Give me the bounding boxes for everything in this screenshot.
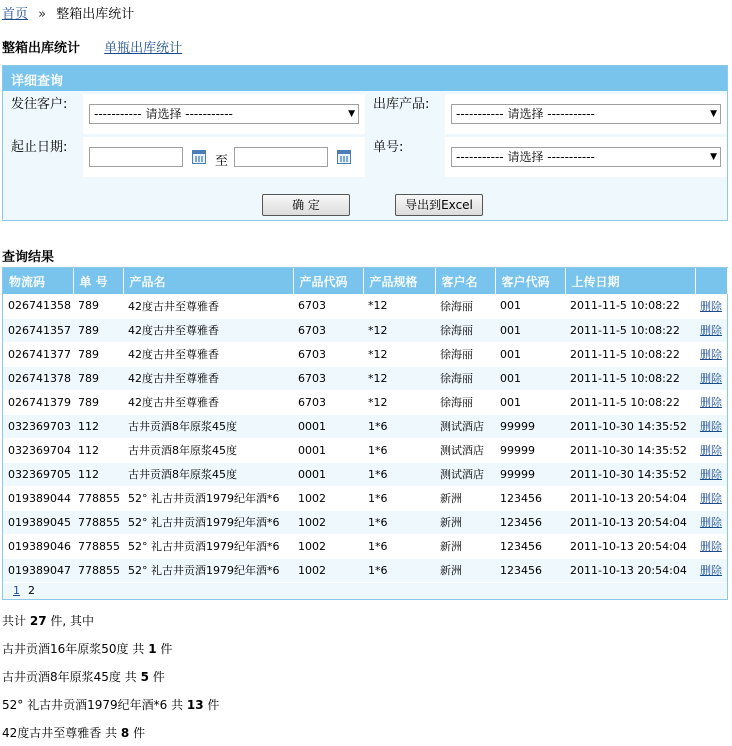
- summary-item-suffix: 件: [129, 726, 146, 740]
- table-cell: 001: [495, 390, 565, 414]
- summary-item: [2, 724, 145, 741]
- order-label: 单号:: [373, 140, 404, 155]
- table-cell: 52° 礼古井贡酒1979纪年酒*6: [123, 558, 293, 582]
- table-cell: 6703: [293, 318, 363, 342]
- table-cell: 新洲: [435, 486, 495, 510]
- table-row: [3, 438, 727, 462]
- table-cell: 032369705: [3, 462, 73, 486]
- table-cell: 2011-11-5 10:08:22: [565, 318, 695, 342]
- table-cell: 6703: [293, 366, 363, 390]
- customer-select-value: ----------- 请选择 -----------: [94, 107, 233, 121]
- table-cell: 古井贡酒8年原浆45度: [123, 438, 293, 462]
- summary-item-count: 1: [148, 642, 157, 656]
- order-select[interactable]: [451, 147, 721, 167]
- table-cell: 古井贡酒8年原浆45度: [123, 462, 293, 486]
- delete-link[interactable]: 删除: [700, 444, 722, 457]
- table-cell: [695, 342, 727, 366]
- table-cell: 112: [73, 462, 123, 486]
- table-cell: 123456: [495, 510, 565, 534]
- table-body: [3, 294, 727, 582]
- table-cell: 1*6: [363, 414, 435, 438]
- order-cell: [445, 137, 727, 177]
- column-header: 客户代码: [495, 268, 565, 294]
- table-cell: 6703: [293, 342, 363, 366]
- table-cell: 789: [73, 390, 123, 414]
- calendar-icon[interactable]: [192, 150, 206, 164]
- table-cell: 2011-10-13 20:54:04: [565, 510, 695, 534]
- table-cell: 42度古井至尊雅香: [123, 318, 293, 342]
- table-cell: 1*6: [363, 558, 435, 582]
- chevron-down-icon: ▼: [710, 109, 717, 119]
- table-cell: 019389044: [3, 486, 73, 510]
- table-cell: *12: [363, 318, 435, 342]
- table-cell: 019389045: [3, 510, 73, 534]
- table-cell: [695, 390, 727, 414]
- page-link[interactable]: 1: [13, 584, 20, 597]
- table-cell: 778855: [73, 558, 123, 582]
- table-row: [3, 486, 727, 510]
- delete-link[interactable]: 删除: [700, 372, 722, 385]
- table-cell: 778855: [73, 486, 123, 510]
- customer-select[interactable]: [89, 104, 359, 124]
- table-row: [3, 318, 727, 342]
- table-row: [3, 534, 727, 558]
- table-cell: 新洲: [435, 534, 495, 558]
- table-row: [3, 342, 727, 366]
- table-cell: 2011-11-5 10:08:22: [565, 342, 695, 366]
- table-cell: 99999: [495, 438, 565, 462]
- table-cell: *12: [363, 366, 435, 390]
- results-title: 查询结果: [2, 250, 55, 265]
- table-cell: 1*6: [363, 462, 435, 486]
- confirm-button[interactable]: 确 定: [262, 194, 350, 216]
- table-cell: 2011-10-13 20:54:04: [565, 558, 695, 582]
- summary-item-suffix: 件: [148, 670, 165, 684]
- table-cell: 112: [73, 414, 123, 438]
- summary-item-count: 8: [120, 726, 130, 740]
- table-cell: 123456: [495, 558, 565, 582]
- table-cell: 测试酒店: [435, 438, 495, 462]
- column-header: 产品名: [123, 268, 293, 294]
- query-panel-title: 详细查询: [3, 66, 727, 91]
- summary-item-name: 42度古井至尊雅香: [2, 726, 106, 740]
- table-cell: 001: [495, 342, 565, 366]
- table-row: [3, 390, 727, 414]
- start-date-input[interactable]: [89, 147, 183, 167]
- table-cell: [695, 486, 727, 510]
- summary-item-count: 5: [140, 670, 149, 684]
- table-cell: 032369704: [3, 438, 73, 462]
- table-cell: *12: [363, 294, 435, 318]
- column-header: 物流码: [3, 268, 73, 294]
- summary-item-prefix: 共: [105, 726, 121, 740]
- table-cell: 112: [73, 438, 123, 462]
- table-cell: 99999: [495, 462, 565, 486]
- table-cell: 0001: [293, 462, 363, 486]
- table-cell: [695, 534, 727, 558]
- table-cell: 1002: [293, 510, 363, 534]
- table-cell: 2011-11-5 10:08:22: [565, 390, 695, 414]
- summary-item-count: 13: [186, 698, 204, 712]
- table-cell: 52° 礼古井贡酒1979纪年酒*6: [123, 486, 293, 510]
- table-cell: 026741378: [3, 366, 73, 390]
- table-cell: 0001: [293, 414, 363, 438]
- summary-item: [2, 696, 219, 713]
- table-row: [3, 510, 727, 534]
- page-link[interactable]: 2: [28, 584, 35, 597]
- table-cell: [695, 558, 727, 582]
- table-cell: 6703: [293, 294, 363, 318]
- table-cell: 1*6: [363, 510, 435, 534]
- table-cell: 6703: [293, 390, 363, 414]
- table-cell: 026741357: [3, 318, 73, 342]
- breadcrumb-current: 整箱出库统计: [56, 7, 135, 22]
- table-cell: 123456: [495, 534, 565, 558]
- date-to-label: 至: [215, 154, 229, 169]
- summary-item: [2, 640, 172, 657]
- table-row: [3, 558, 727, 582]
- query-row-customer-product: [3, 94, 727, 134]
- breadcrumb-home-link[interactable]: 首页: [2, 7, 29, 22]
- column-header: 产品规格: [363, 268, 435, 294]
- table-cell: 徐海丽: [435, 390, 495, 414]
- export-excel-button[interactable]: 导出到Excel: [395, 194, 483, 216]
- summary-item-prefix: 共: [132, 642, 149, 656]
- delete-link[interactable]: 删除: [700, 564, 722, 577]
- chevron-down-icon: ▼: [710, 152, 717, 162]
- delete-link[interactable]: 删除: [700, 420, 722, 433]
- table-cell: 徐海丽: [435, 294, 495, 318]
- column-header: [695, 268, 727, 294]
- table-cell: 1002: [293, 486, 363, 510]
- table-cell: 001: [495, 294, 565, 318]
- table-row: [3, 366, 727, 390]
- calendar-icon[interactable]: [337, 150, 351, 164]
- table-cell: [695, 438, 727, 462]
- table-cell: [695, 318, 727, 342]
- table-cell: 001: [495, 366, 565, 390]
- customer-label: 发往客户:: [11, 97, 68, 112]
- table-cell: *12: [363, 390, 435, 414]
- column-header: 客户名: [435, 268, 495, 294]
- table-cell: 123456: [495, 486, 565, 510]
- product-label: 出库产品:: [373, 97, 430, 112]
- table-cell: 2011-10-30 14:35:52: [565, 438, 695, 462]
- table-cell: 52° 礼古井贡酒1979纪年酒*6: [123, 510, 293, 534]
- table-cell: 42度古井至尊雅香: [123, 294, 293, 318]
- table-cell: 徐海丽: [435, 318, 495, 342]
- end-date-input[interactable]: [234, 147, 328, 167]
- table-cell: [695, 414, 727, 438]
- table-cell: 019389046: [3, 534, 73, 558]
- table-cell: 032369703: [3, 414, 73, 438]
- table-row: [3, 414, 727, 438]
- summary-total-suffix: 件, 其中: [50, 614, 95, 628]
- order-select-value: ----------- 请选择 -----------: [456, 150, 595, 164]
- table-cell: 1002: [293, 534, 363, 558]
- table-cell: 019389047: [3, 558, 73, 582]
- summary-item-name: 52° 礼古井贡酒1979纪年酒*6: [2, 698, 172, 712]
- date-cell: [83, 137, 365, 177]
- query-panel: [2, 65, 728, 221]
- pagination: [13, 584, 35, 597]
- delete-link[interactable]: 删除: [700, 396, 722, 409]
- table-cell: 新洲: [435, 558, 495, 582]
- table-cell: 42度古井至尊雅香: [123, 366, 293, 390]
- table-cell: 2011-10-30 14:35:52: [565, 462, 695, 486]
- customer-cell: [83, 94, 365, 134]
- table-cell: 2011-10-13 20:54:04: [565, 486, 695, 510]
- table-cell: 789: [73, 342, 123, 366]
- summary-total: [2, 612, 94, 629]
- product-select-value: ----------- 请选择 -----------: [456, 107, 595, 121]
- table-cell: 徐海丽: [435, 342, 495, 366]
- table-cell: 789: [73, 294, 123, 318]
- table-cell: [695, 366, 727, 390]
- table-cell: 1*6: [363, 438, 435, 462]
- breadcrumb-separator: »: [38, 7, 47, 22]
- chevron-down-icon: ▼: [348, 109, 355, 119]
- table-row: [3, 294, 727, 318]
- table-cell: 测试酒店: [435, 462, 495, 486]
- table-cell: 2011-11-5 10:08:22: [565, 294, 695, 318]
- product-cell: [445, 94, 727, 134]
- tab-bottle-outbound-stats[interactable]: 单瓶出库统计: [104, 41, 183, 56]
- table-cell: [695, 510, 727, 534]
- table-cell: 1*6: [363, 534, 435, 558]
- results-grid: [2, 267, 728, 600]
- table-cell: 001: [495, 318, 565, 342]
- table-cell: 42度古井至尊雅香: [123, 342, 293, 366]
- column-header: 上传日期: [565, 268, 695, 294]
- date-label: 起止日期:: [11, 140, 68, 155]
- table-cell: 778855: [73, 510, 123, 534]
- delete-link[interactable]: 删除: [700, 468, 722, 481]
- table-cell: 1002: [293, 558, 363, 582]
- table-row: [3, 462, 727, 486]
- delete-link[interactable]: 删除: [700, 348, 722, 361]
- tab-bar: [2, 37, 182, 56]
- tab-box-outbound-stats[interactable]: 整箱出库统计: [2, 41, 81, 56]
- results-table: [3, 268, 728, 583]
- delete-link[interactable]: 删除: [700, 299, 722, 313]
- table-cell: 2011-11-5 10:08:22: [565, 366, 695, 390]
- delete-link[interactable]: 删除: [700, 540, 722, 553]
- table-cell: 026741379: [3, 390, 73, 414]
- summary-item-suffix: 件: [156, 642, 173, 656]
- table-cell: 2011-10-13 20:54:04: [565, 534, 695, 558]
- table-cell: 42度古井至尊雅香: [123, 390, 293, 414]
- product-select[interactable]: [451, 104, 721, 124]
- table-cell: 52° 礼古井贡酒1979纪年酒*6: [123, 534, 293, 558]
- table-cell: 徐海丽: [435, 366, 495, 390]
- delete-link[interactable]: 删除: [700, 324, 722, 337]
- table-cell: 2011-10-30 14:35:52: [565, 414, 695, 438]
- table-cell: 026741358: [3, 294, 73, 318]
- table-cell: 778855: [73, 534, 123, 558]
- column-header: 单 号: [73, 268, 123, 294]
- table-cell: 99999: [495, 414, 565, 438]
- table-cell: *12: [363, 342, 435, 366]
- delete-link[interactable]: 删除: [700, 492, 722, 505]
- summary-total-prefix: 共计: [2, 614, 27, 628]
- table-header-row: [3, 268, 727, 294]
- delete-link[interactable]: 删除: [700, 516, 722, 529]
- table-cell: 789: [73, 366, 123, 390]
- table-cell: 古井贡酒8年原浆45度: [123, 414, 293, 438]
- summary-total-count: 27: [29, 614, 47, 628]
- summary-item-prefix: 共: [124, 670, 141, 684]
- table-cell: 026741377: [3, 342, 73, 366]
- column-header: 产品代码: [293, 268, 363, 294]
- table-cell: 测试酒店: [435, 414, 495, 438]
- table-cell: 0001: [293, 438, 363, 462]
- summary-item-suffix: 件: [203, 698, 220, 712]
- query-row-date-order: [3, 137, 727, 177]
- table-cell: [695, 462, 727, 486]
- summary-item-name: 古井贡酒16年原浆50度: [2, 642, 133, 656]
- summary-item-name: 古井贡酒8年原浆45度: [2, 670, 125, 684]
- table-cell: 新洲: [435, 510, 495, 534]
- breadcrumb: [2, 3, 134, 22]
- summary-item: [2, 668, 165, 685]
- table-cell: 1*6: [363, 486, 435, 510]
- table-cell: 789: [73, 318, 123, 342]
- summary-item-prefix: 共: [171, 698, 187, 712]
- table-cell: [695, 294, 727, 318]
